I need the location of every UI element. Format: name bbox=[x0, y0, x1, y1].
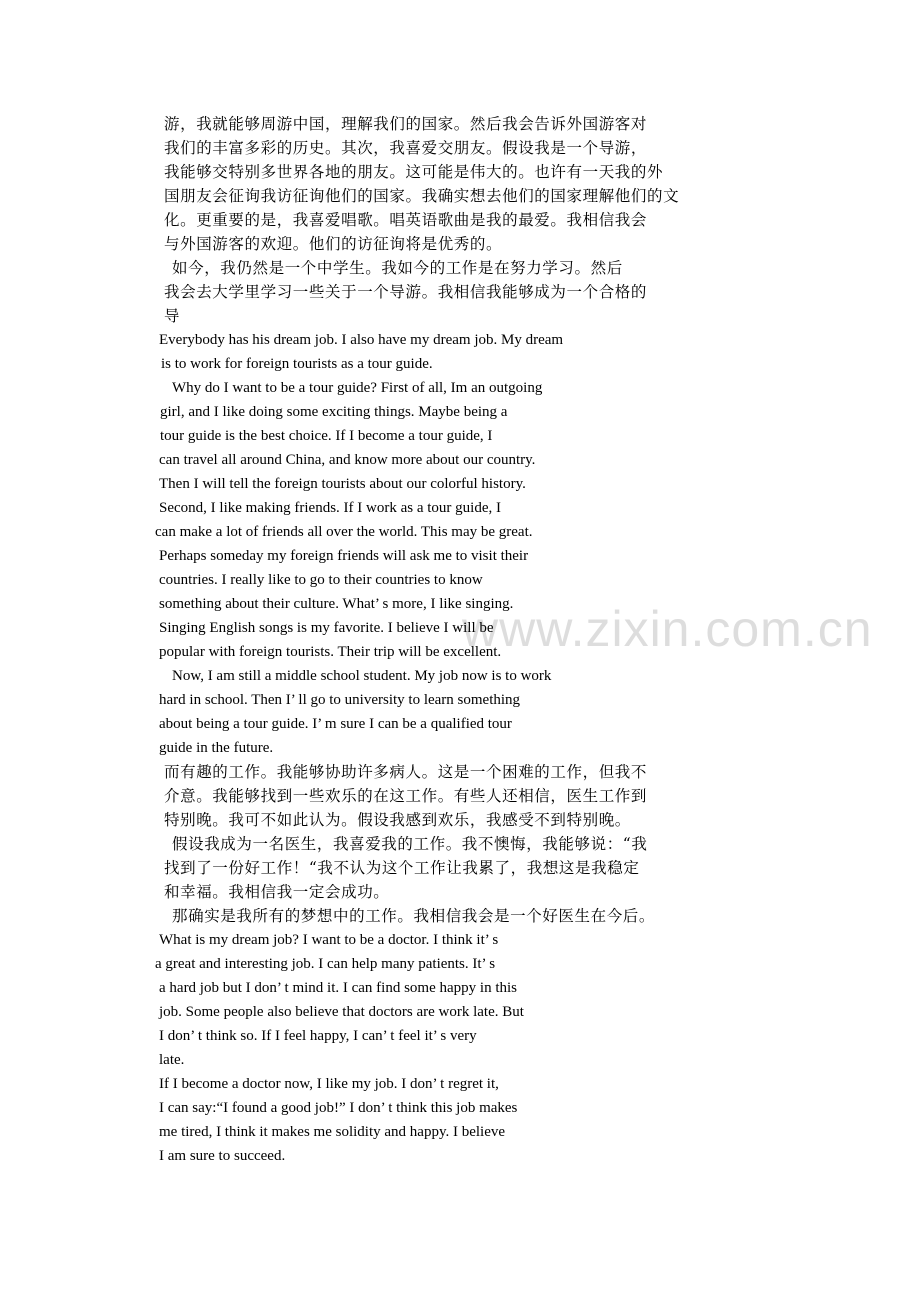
text-line: can travel all around China, and know more about our country. bbox=[159, 452, 536, 468]
text-line: Everybody has his dream job. I also have my dream job. My dream bbox=[159, 332, 564, 348]
text-line: 那确实是我所有的梦想中的工作。我相信我会是一个好医生在今后。 bbox=[172, 907, 656, 925]
document-body bbox=[0, 112, 920, 1168]
text-line: What is my dream job? I want to be a doctor. I think it’ s bbox=[159, 932, 499, 948]
text-line: 化。更重要的是，我喜爱唱歌。唱英语歌曲是我的最爱。我相信我会 bbox=[164, 211, 648, 229]
text-line: late. bbox=[159, 1052, 185, 1068]
text-line: Now, I am still a middle school student. My job now is to work bbox=[172, 668, 552, 684]
text-line: 导 bbox=[164, 307, 181, 325]
text-line: Perhaps someday my foreign friends will ask me to visit their bbox=[159, 548, 529, 564]
text-line: guide in the future. bbox=[159, 740, 274, 756]
text-line: 与外国游客的欢迎。他们的访征询将是优秀的。 bbox=[164, 235, 503, 253]
text-line: 游，我就能够周游中国，理解我们的国家。然后我会告诉外国游客对 bbox=[164, 115, 648, 133]
text-line: tour guide is the best choice. If I become a tour guide, I bbox=[160, 428, 493, 444]
text-line: me tired, I think it makes me solidity and happy. I believe bbox=[159, 1124, 506, 1140]
text-line: can make a lot of friends all over the world. This may be great. bbox=[155, 524, 533, 540]
text-line: 假设我成为一名医生，我喜爱我的工作。我不懊悔，我能够说：“我 bbox=[172, 835, 648, 853]
text-line: job. Some people also believe that doctors are work late. But bbox=[159, 1004, 524, 1020]
text-line: hard in school. Then I’ ll go to university to learn something bbox=[159, 692, 521, 708]
text-line: 而有趣的工作。我能够协助许多病人。这是一个困难的工作，但我不 bbox=[164, 763, 648, 781]
text-line: 我会去大学里学习一些关于一个导游。我相信我能够成为一个合格的 bbox=[164, 283, 648, 301]
text-line: Then I will tell the foreign tourists about our colorful history. bbox=[159, 476, 526, 492]
text-line: I don’ t think so. If I feel happy, I can’ t feel it’ s very bbox=[159, 1028, 477, 1044]
text-line: girl, and I like doing some exciting things. Maybe being a bbox=[160, 404, 508, 420]
text-line: 我们的丰富多彩的历史。其次，我喜爱交朋友。假设我是一个导游， bbox=[164, 139, 648, 157]
text-line: 我能够交特别多世界各地的朋友。这可能是伟大的。也许有一天我的外 bbox=[164, 163, 664, 181]
text-line: countries. I really like to go to their countries to know bbox=[159, 572, 483, 588]
text-line: about being a tour guide. I’ m sure I can be a qualified tour bbox=[159, 716, 512, 732]
text-line: Second, I like making friends. If I work as a tour guide, I bbox=[159, 500, 501, 516]
text-line: 特别晚。我可不如此认为。假设我感到欢乐，我感受不到特别晚。 bbox=[164, 811, 631, 829]
watermark: www.zixin.com.cn bbox=[462, 601, 873, 657]
text-line: I can say:“I found a good job!” I don’ t think this job makes bbox=[159, 1100, 518, 1116]
text-line: 国朋友会征询我访征询他们的国家。我确实想去他们的国家理解他们的文 bbox=[164, 187, 680, 205]
text-line: Why do I want to be a tour guide? First of all, Im an outgoing bbox=[172, 380, 543, 396]
text-line: something about their culture. What’ s more, I like singing. bbox=[159, 596, 514, 612]
text-line: a great and interesting job. I can help many patients. It’ s bbox=[155, 956, 496, 972]
text-line: Singing English songs is my favorite. I believe I will be bbox=[159, 620, 494, 636]
text-line: If I become a doctor now, I like my job. I don’ t regret it, bbox=[159, 1076, 499, 1092]
text-line: 找到了一份好工作！“我不认为这个工作让我累了，我想这是我稳定 bbox=[164, 859, 640, 877]
text-line: I am sure to succeed. bbox=[159, 1148, 286, 1164]
text-line: is to work for foreign tourists as a tour guide. bbox=[161, 356, 433, 372]
text-line: popular with foreign tourists. Their trip will be excellent. bbox=[159, 644, 502, 660]
text-line: 如今，我仍然是一个中学生。我如今的工作是在努力学习。然后 bbox=[172, 259, 623, 277]
text-line: 介意。我能够找到一些欢乐的在这工作。有些人还相信，医生工作到 bbox=[164, 787, 648, 805]
text-line: 和幸福。我相信我一定会成功。 bbox=[164, 883, 390, 901]
text-line: a hard job but I don’ t mind it. I can find some happy in this bbox=[159, 980, 517, 996]
